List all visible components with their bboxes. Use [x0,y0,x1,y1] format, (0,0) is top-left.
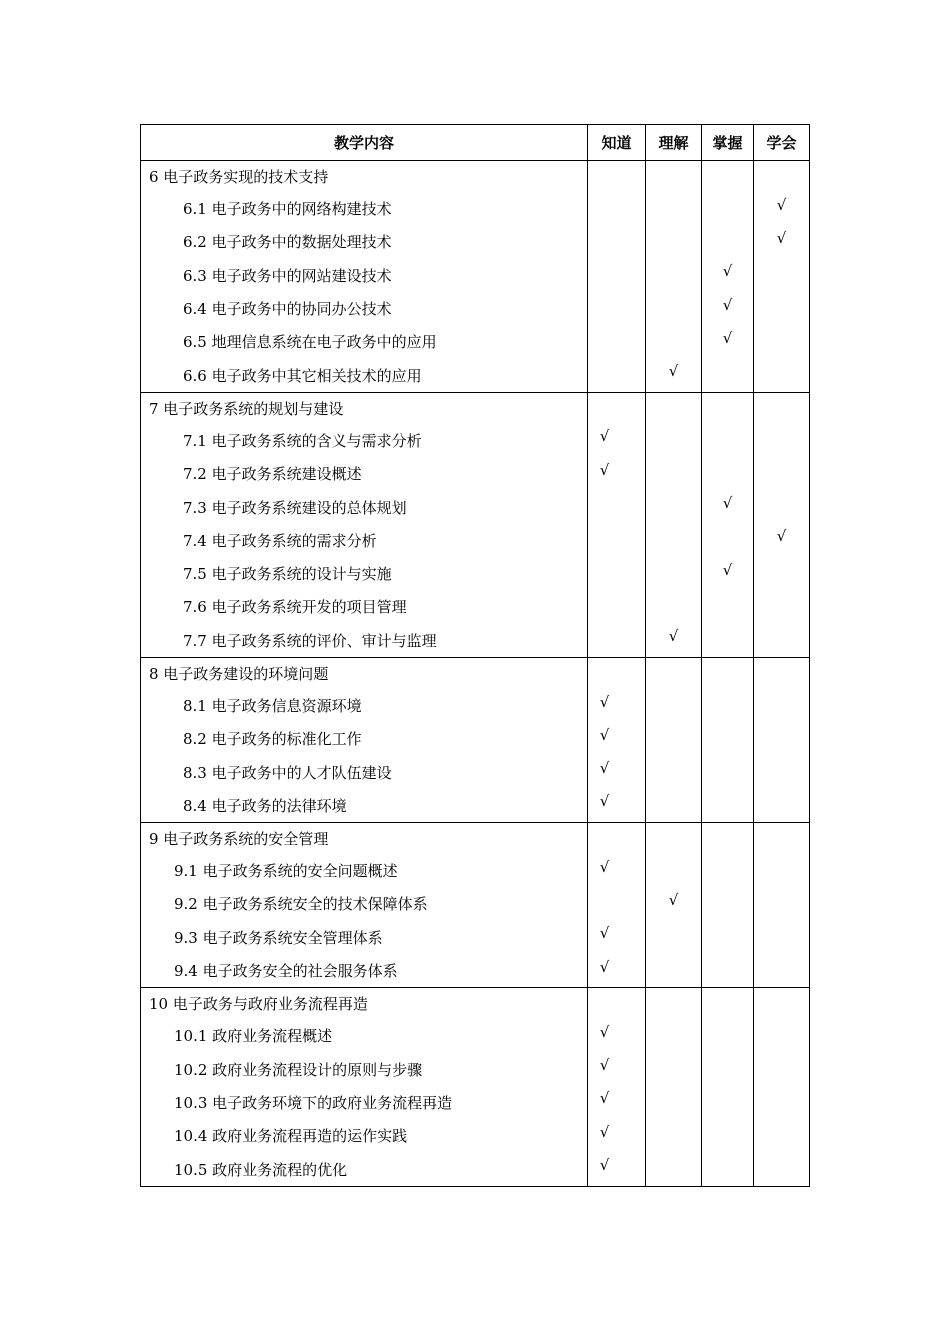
check-mark: √ [599,1089,610,1108]
syllabus-table [140,124,810,1187]
check-mark: √ [668,362,679,381]
section-item: 10.5 政府业务流程的优化 [174,1160,348,1179]
section-item: 10.4 政府业务流程再造的运作实践 [174,1127,408,1146]
section-content-cell [141,823,588,988]
section-item: 6.4 电子政务中的协同办公技术 [183,300,392,319]
learn-cell [754,823,810,988]
check-mark: √ [599,1022,610,1041]
check-mark: √ [776,228,787,247]
section-item: 9.3 电子政务系统安全管理体系 [174,928,383,947]
section-title: 6 电子政务实现的技术支持 [149,168,329,186]
master-cell [702,988,754,1186]
master-cell [702,823,754,988]
check-mark: √ [599,427,610,446]
section-row [141,392,810,657]
check-mark: √ [599,692,610,711]
check-mark: √ [599,957,610,976]
section-content-cell [141,988,588,1186]
section-item: 7.3 电子政务系统建设的总体规划 [183,498,407,517]
check-mark: √ [722,494,733,513]
header-understand: 理解 [646,125,702,161]
section-item: 6.1 电子政务中的网络构建技术 [183,200,392,219]
check-mark: √ [599,924,610,943]
understand-cell [646,657,702,822]
check-mark: √ [668,890,679,909]
section-title: 7 电子政务系统的规划与建设 [149,399,344,418]
section-item: 10.2 政府业务流程设计的原则与步骤 [174,1060,423,1079]
check-mark: √ [776,195,787,214]
understand-cell [646,823,702,988]
section-row [141,657,810,822]
section-item: 7.5 电子政务系统的设计与实施 [183,565,392,584]
check-mark: √ [599,1156,610,1175]
section-item: 8.1 电子政务信息资源环境 [183,697,362,715]
master-cell [702,657,754,822]
section-item: 9.2 电子政务系统安全的技术保障体系 [174,895,428,914]
section-item: 6.6 电子政务中其它相关技术的应用 [183,366,422,385]
section-item: 6.5 地理信息系统在电子政务中的应用 [183,333,437,352]
header-know: 知道 [588,125,646,161]
section-item: 8.4 电子政务的法律环境 [183,796,347,815]
section-content-cell [141,657,588,822]
section-item: 8.3 电子政务中的人才队伍建设 [183,763,392,782]
understand-cell [646,392,702,657]
check-mark: √ [722,295,733,314]
check-mark: √ [722,262,733,281]
section-item: 7.1 电子政务系统的含义与需求分析 [183,431,422,450]
check-mark: √ [599,1056,610,1075]
check-mark: √ [599,1122,610,1141]
header-learn: 学会 [754,125,810,161]
section-row [141,988,810,1186]
check-mark: √ [599,857,610,876]
header-content: 教学内容 [141,125,588,161]
section-content-cell [141,392,588,657]
check-mark: √ [599,725,610,744]
section-row [141,823,810,988]
learn-cell [754,161,810,393]
section-title: 9 电子政务系统的安全管理 [149,830,329,849]
section-item: 6.3 电子政务中的网站建设技术 [183,266,392,285]
section-item: 8.2 电子政务的标准化工作 [183,730,362,749]
master-cell [702,392,754,657]
check-mark: √ [722,560,733,579]
section-item: 7.6 电子政务系统开发的项目管理 [183,598,407,617]
section-title: 8 电子政务建设的环境问题 [149,664,329,683]
check-mark: √ [599,759,610,778]
section-item: 9.4 电子政务安全的社会服务体系 [174,962,398,981]
header-row [141,125,810,161]
header-master: 掌握 [702,125,754,161]
check-mark: √ [668,627,679,646]
learn-cell [754,392,810,657]
know-cell [588,161,646,393]
understand-cell [646,161,702,393]
check-mark: √ [722,328,733,347]
know-cell [588,392,646,657]
master-cell [702,161,754,393]
check-mark: √ [776,527,787,546]
section-item: 9.1 电子政务系统的安全问题概述 [174,862,398,881]
know-cell [588,657,646,822]
check-mark: √ [599,792,610,811]
check-mark: √ [599,460,610,479]
know-cell [588,823,646,988]
section-content-cell [141,161,588,393]
learn-cell [754,657,810,822]
know-cell [588,988,646,1186]
section-item: 10.1 政府业务流程概述 [174,1027,333,1046]
section-title: 10 电子政务与政府业务流程再造 [149,995,368,1014]
understand-cell [646,988,702,1186]
section-item: 7.4 电子政务系统的需求分析 [183,531,377,550]
section-item: 7.7 电子政务系统的评价、审计与监理 [183,631,437,650]
section-item: 6.2 电子政务中的数据处理技术 [183,233,392,252]
learn-cell [754,988,810,1186]
section-row [141,161,810,393]
section-item: 7.2 电子政务系统建设概述 [183,465,362,484]
section-item: 10.3 电子政务环境下的政府业务流程再造 [174,1093,453,1112]
